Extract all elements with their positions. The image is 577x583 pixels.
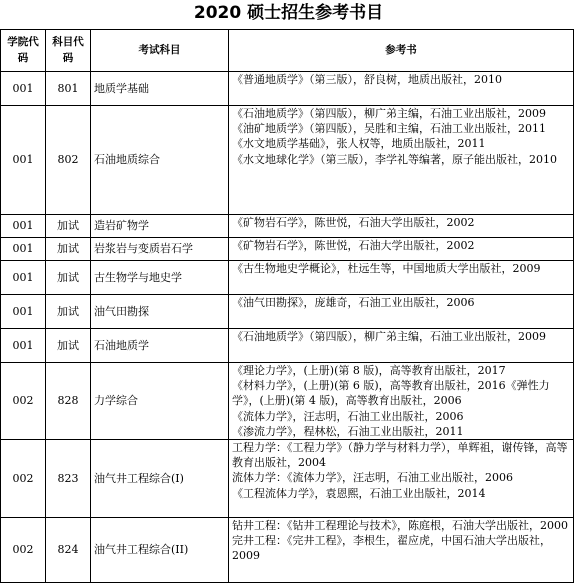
references-cell bbox=[229, 440, 574, 518]
reference-entry: 《渗流力学》，程林松，石油工业出版社，2011 bbox=[232, 424, 464, 438]
table-row bbox=[1, 106, 574, 215]
subject-name-cell: 油气田勘探 bbox=[91, 295, 229, 329]
subject-name-cell: 造岩矿物学 bbox=[91, 215, 229, 238]
school-code-cell: 001 bbox=[1, 238, 46, 261]
reference-entry: 《理论力学》，(上册)(第 8 版)，高等教育出版社，2017 bbox=[232, 364, 506, 377]
subject-code-cell: 824 bbox=[46, 518, 91, 583]
header-school-code: 学院代码 bbox=[1, 30, 46, 72]
school-code-cell: 001 bbox=[1, 106, 46, 215]
table-row bbox=[1, 215, 574, 238]
table-row bbox=[1, 238, 574, 261]
subject-name-cell: 石油地质综合 bbox=[91, 106, 229, 215]
school-code-cell: 001 bbox=[1, 295, 46, 329]
references-cell bbox=[229, 261, 574, 295]
reference-entry: 《工程流体力学》，袁恩熙，石油工业出版社，2014 bbox=[232, 486, 486, 500]
references-cell bbox=[229, 72, 574, 106]
table-row bbox=[1, 518, 574, 583]
reference-entry: 《古生物地史学概论》，杜远生等，中国地质大学出版社，2009 bbox=[232, 262, 541, 275]
subject-code-cell: 加试 bbox=[46, 295, 91, 329]
school-code-cell: 001 bbox=[1, 329, 46, 363]
header-references: 参考书 bbox=[229, 30, 574, 72]
subject-code-cell: 802 bbox=[46, 106, 91, 215]
school-code-cell: 002 bbox=[1, 518, 46, 583]
school-code-cell: 001 bbox=[1, 261, 46, 295]
school-code-cell: 002 bbox=[1, 363, 46, 440]
reference-entry: 《油气田勘探》，庞雄奇，石油工业出版社，2006 bbox=[232, 296, 475, 309]
table-row bbox=[1, 261, 574, 295]
reference-entry: 工程力学：《工程力学》（静力学与材料力学），单辉祖，谢传锋，高等教育出版社，2004 bbox=[232, 441, 568, 470]
reference-entry: 《油矿地质学》（第四版），吴胜和主编，石油工业出版社，2011 bbox=[232, 122, 546, 136]
references-cell bbox=[229, 106, 574, 215]
references-cell bbox=[229, 238, 574, 261]
subject-code-cell: 加试 bbox=[46, 238, 91, 261]
table-row bbox=[1, 295, 574, 329]
reference-entry: 流体力学：《流体力学》，汪志明，石油工业出版社，2006 bbox=[232, 471, 513, 485]
reference-entry: 钻井工程：《钻井工程理论与技术》，陈庭根，石油大学出版社，2000 bbox=[232, 519, 568, 533]
references-cell bbox=[229, 518, 574, 583]
school-code-cell: 002 bbox=[1, 440, 46, 518]
subject-name-cell: 油气井工程综合(I) bbox=[91, 440, 229, 518]
reference-entry: 完井工程：《完井工程》，李根生，翟应虎，中国石油大学出版社，2009 bbox=[232, 534, 551, 563]
subject-code-cell: 801 bbox=[46, 72, 91, 106]
reference-entry: 《矿物岩石学》，陈世悦，石油大学出版社，2002 bbox=[232, 216, 475, 229]
references-cell bbox=[229, 363, 574, 440]
table-row bbox=[1, 329, 574, 363]
subject-code-cell: 823 bbox=[46, 440, 91, 518]
subject-name-cell: 力学综合 bbox=[91, 363, 229, 440]
subject-code-cell: 加试 bbox=[46, 215, 91, 238]
subject-code-cell: 加试 bbox=[46, 329, 91, 363]
subject-name-cell: 岩浆岩与变质岩石学 bbox=[91, 238, 229, 261]
reference-entry: 《流体力学》，汪志明，石油工业出版社，2006 bbox=[232, 409, 464, 423]
references-cell bbox=[229, 215, 574, 238]
table-row bbox=[1, 363, 574, 440]
reference-entry: 《材料力学》，(上册)(第 6 版)，高等教育出版社，2016《弹性力学》，(上册)(第 4 版)，高等教育出版社，2006 bbox=[232, 379, 550, 408]
reference-entry: 《水文地质学基础》，张人权等，地质出版社，2011 bbox=[232, 137, 486, 151]
references-cell bbox=[229, 329, 574, 363]
references-cell bbox=[229, 295, 574, 329]
subject-name-cell: 油气井工程综合(II) bbox=[91, 518, 229, 583]
table-row bbox=[1, 440, 574, 518]
reference-book-table bbox=[0, 29, 574, 583]
subject-name-cell: 石油地质学 bbox=[91, 329, 229, 363]
table-header-row bbox=[1, 30, 574, 72]
subject-name-cell: 地质学基础 bbox=[91, 72, 229, 106]
school-code-cell: 001 bbox=[1, 72, 46, 106]
subject-code-cell: 加试 bbox=[46, 261, 91, 295]
page-title: 2020 硕士招生参考书目 bbox=[193, 3, 384, 23]
subject-name-cell: 古生物学与地史学 bbox=[91, 261, 229, 295]
reference-entry: 《石油地质学》（第四版），柳广弟主编，石油工业出版社，2009 bbox=[232, 330, 546, 343]
school-code-cell: 001 bbox=[1, 215, 46, 238]
header-subject: 考试科目 bbox=[91, 30, 229, 72]
table-row bbox=[1, 72, 574, 106]
reference-entry: 《石油地质学》（第四版），柳广弟主编，石油工业出版社，2009 bbox=[232, 107, 546, 120]
subject-code-cell: 828 bbox=[46, 363, 91, 440]
header-subject-code: 科目代码 bbox=[46, 30, 91, 72]
reference-entry: 《普通地质学》（第三版），舒良树，地质出版社，2010 bbox=[232, 73, 502, 86]
reference-entry: 《水文地球化学》（第三版），李学礼等编著，原子能出版社，2010 bbox=[232, 152, 557, 166]
reference-entry: 《矿物岩石学》，陈世悦，石油大学出版社，2002 bbox=[232, 239, 475, 252]
